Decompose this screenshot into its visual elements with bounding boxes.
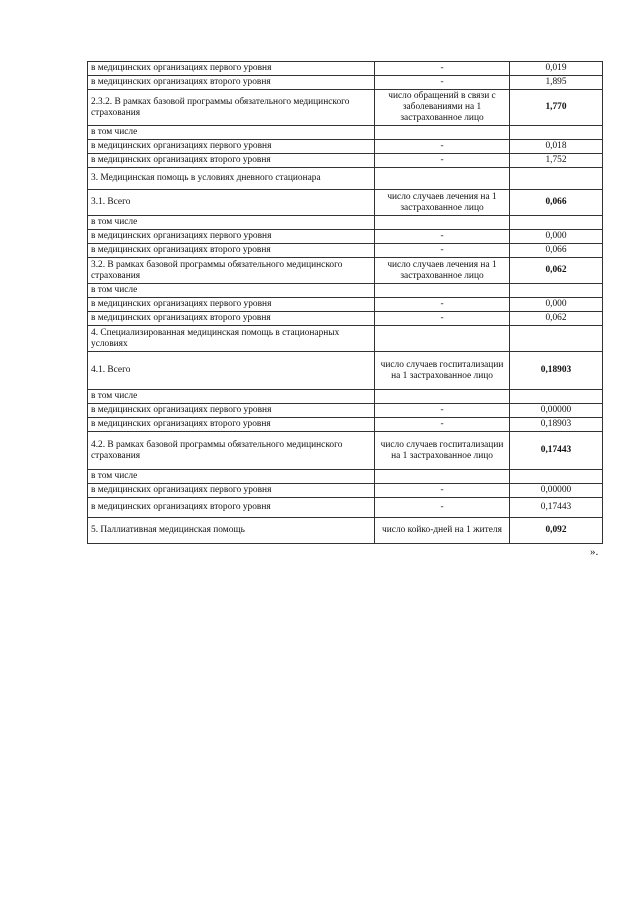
indicator-label: 5. Паллиативная медицинская помощь bbox=[88, 518, 375, 544]
indicator-label: 3. Медицинская помощь в условиях дневного стационара bbox=[88, 168, 375, 190]
indicator-label: в медицинских организациях первого уровня bbox=[88, 140, 375, 154]
unit-cell: число случаев лечения на 1 застрахованное лицо bbox=[375, 258, 510, 284]
table-row bbox=[88, 284, 603, 298]
value-cell: 0,00000 bbox=[510, 404, 603, 418]
table-row bbox=[88, 168, 603, 190]
value-cell: 1,895 bbox=[510, 76, 603, 90]
indicator-label: в том числе bbox=[88, 216, 375, 230]
indicator-label: 4. Специализированная медицинская помощь в стационарных условиях bbox=[88, 326, 375, 352]
unit-cell: - bbox=[375, 62, 510, 76]
unit-cell: - bbox=[375, 404, 510, 418]
indicator-label: в том числе bbox=[88, 126, 375, 140]
indicator-label: в медицинских организациях второго уровня bbox=[88, 76, 375, 90]
value-cell: 0,066 bbox=[510, 244, 603, 258]
value-cell: 0,000 bbox=[510, 230, 603, 244]
indicator-label: в том числе bbox=[88, 390, 375, 404]
unit-cell bbox=[375, 168, 510, 190]
value-cell: 0,066 bbox=[510, 190, 603, 216]
unit-cell: число случаев госпитализации на 1 застрахованное лицо bbox=[375, 352, 510, 390]
indicator-label: в медицинских организациях первого уровня bbox=[88, 484, 375, 498]
unit-cell: число случаев госпитализации на 1 застрахованное лицо bbox=[375, 432, 510, 470]
indicator-label: 3.1. Всего bbox=[88, 190, 375, 216]
value-cell bbox=[510, 284, 603, 298]
unit-cell: - bbox=[375, 244, 510, 258]
unit-cell bbox=[375, 390, 510, 404]
value-cell: 0,019 bbox=[510, 62, 603, 76]
indicator-label: 2.3.2. В рамках базовой программы обязательного медицинского страхования bbox=[88, 90, 375, 126]
table-row bbox=[88, 470, 603, 484]
value-cell: 0,17443 bbox=[510, 498, 603, 518]
indicators-table bbox=[87, 61, 603, 544]
unit-cell bbox=[375, 326, 510, 352]
table-row bbox=[88, 498, 603, 518]
value-cell: 1,752 bbox=[510, 154, 603, 168]
table-row bbox=[88, 126, 603, 140]
table-row bbox=[88, 230, 603, 244]
unit-cell: - bbox=[375, 154, 510, 168]
indicator-label: 3.2. В рамках базовой программы обязательного медицинского страхования bbox=[88, 258, 375, 284]
table-row bbox=[88, 432, 603, 470]
indicator-label: в том числе bbox=[88, 470, 375, 484]
indicator-label: в медицинских организациях первого уровня bbox=[88, 62, 375, 76]
table-row bbox=[88, 244, 603, 258]
value-cell: 0,062 bbox=[510, 312, 603, 326]
value-cell bbox=[510, 216, 603, 230]
unit-cell: - bbox=[375, 312, 510, 326]
indicator-label: в медицинских организациях второго уровня bbox=[88, 312, 375, 326]
indicator-label: в том числе bbox=[88, 284, 375, 298]
value-cell bbox=[510, 126, 603, 140]
indicator-label: в медицинских организациях первого уровня bbox=[88, 404, 375, 418]
indicator-label: 4.1. Всего bbox=[88, 352, 375, 390]
value-cell: 0,018 bbox=[510, 140, 603, 154]
table-row bbox=[88, 140, 603, 154]
unit-cell bbox=[375, 470, 510, 484]
unit-cell: - bbox=[375, 418, 510, 432]
unit-cell: - bbox=[375, 140, 510, 154]
closing-quote: ». bbox=[590, 546, 599, 558]
value-cell bbox=[510, 470, 603, 484]
table-row bbox=[88, 62, 603, 76]
value-cell: 0,062 bbox=[510, 258, 603, 284]
table-row bbox=[88, 190, 603, 216]
table-row bbox=[88, 154, 603, 168]
table-row bbox=[88, 298, 603, 312]
unit-cell bbox=[375, 216, 510, 230]
unit-cell: число обращений в связи с заболеваниями на 1 застрахованное лицо bbox=[375, 90, 510, 126]
value-cell: 0,18903 bbox=[510, 418, 603, 432]
table-row bbox=[88, 404, 603, 418]
table-row bbox=[88, 326, 603, 352]
table-row bbox=[88, 216, 603, 230]
table-row bbox=[88, 312, 603, 326]
unit-cell: - bbox=[375, 76, 510, 90]
value-cell bbox=[510, 390, 603, 404]
value-cell: 0,092 bbox=[510, 518, 603, 544]
unit-cell bbox=[375, 126, 510, 140]
value-cell bbox=[510, 326, 603, 352]
indicators-table-body bbox=[88, 62, 603, 544]
indicator-label: в медицинских организациях второго уровня bbox=[88, 418, 375, 432]
table-row bbox=[88, 518, 603, 544]
unit-cell: число койко-дней на 1 жителя bbox=[375, 518, 510, 544]
indicator-label: 4.2. В рамках базовой программы обязательного медицинского страхования bbox=[88, 432, 375, 470]
indicator-label: в медицинских организациях первого уровня bbox=[88, 230, 375, 244]
value-cell: 0,18903 bbox=[510, 352, 603, 390]
table-row bbox=[88, 484, 603, 498]
indicator-label: в медицинских организациях второго уровня bbox=[88, 154, 375, 168]
value-cell: 0,00000 bbox=[510, 484, 603, 498]
value-cell bbox=[510, 168, 603, 190]
table-row bbox=[88, 90, 603, 126]
indicator-label: в медицинских организациях второго уровня bbox=[88, 498, 375, 518]
table-row bbox=[88, 352, 603, 390]
value-cell: 0,17443 bbox=[510, 432, 603, 470]
table-row bbox=[88, 76, 603, 90]
value-cell: 1,770 bbox=[510, 90, 603, 126]
table-row bbox=[88, 418, 603, 432]
unit-cell bbox=[375, 284, 510, 298]
unit-cell: - bbox=[375, 498, 510, 518]
indicator-label: в медицинских организациях первого уровня bbox=[88, 298, 375, 312]
unit-cell: число случаев лечения на 1 застрахованное лицо bbox=[375, 190, 510, 216]
table-row bbox=[88, 390, 603, 404]
unit-cell: - bbox=[375, 298, 510, 312]
table-row bbox=[88, 258, 603, 284]
unit-cell: - bbox=[375, 484, 510, 498]
document-table-container bbox=[87, 61, 603, 544]
value-cell: 0,000 bbox=[510, 298, 603, 312]
indicator-label: в медицинских организациях второго уровня bbox=[88, 244, 375, 258]
unit-cell: - bbox=[375, 230, 510, 244]
